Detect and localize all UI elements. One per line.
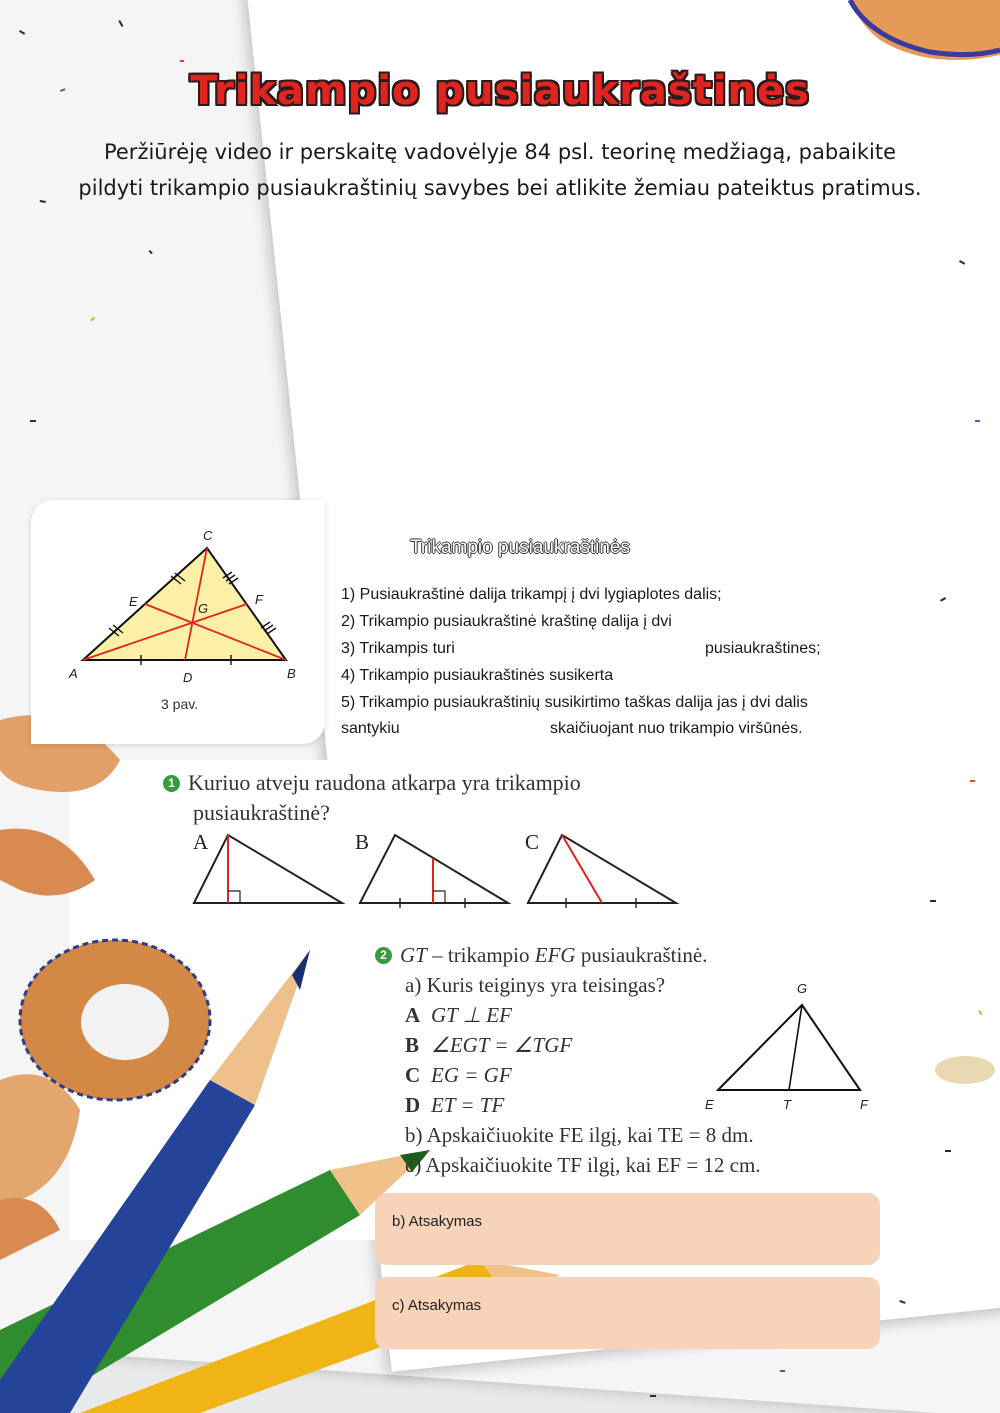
label-e2: E — [705, 1097, 714, 1112]
answer-c-box[interactable] — [375, 1277, 880, 1349]
exercise-2-option-a-letter: A — [405, 1003, 421, 1027]
exercise-2-option-b: ∠EGT = ∠TGF — [431, 1033, 573, 1057]
exercise-2-question-c: c) Apskaičiuokite TF ilgį, kai EF = 12 cm. — [405, 1153, 761, 1177]
pencil-shaving-round — [20, 940, 210, 1100]
exercise-2-number: 2 — [375, 947, 392, 964]
exercise-1-option-b-label: B — [355, 830, 370, 854]
label-b: B — [287, 666, 296, 681]
label-c: C — [203, 528, 213, 543]
exercise-1-line-1: Kuriuo atveju raudona atkarpa yra trikampio — [188, 770, 581, 795]
property-3-end: pusiaukraštines; — [705, 640, 821, 657]
exercise-2-option-c: EG = GF — [431, 1063, 512, 1087]
label-g2: G — [797, 981, 808, 996]
answer-b-box[interactable] — [375, 1193, 880, 1265]
exercise-2-triangle-name: EFG — [534, 943, 576, 967]
figure-caption: 3 pav. — [161, 696, 199, 712]
label-e: E — [129, 594, 138, 609]
property-5-start: santykiu — [341, 720, 400, 737]
exercise-2-option-d-letter: D — [405, 1093, 421, 1117]
exercise-1 — [163, 768, 663, 828]
pencil-shaving-top-right — [850, 0, 1000, 60]
properties-heading: Trikampio pusiaukraštinės — [410, 537, 630, 558]
answer-b-label: b) Atsakymas — [392, 1213, 483, 1230]
label-f: F — [255, 592, 263, 607]
exercise-2-text-1: – trikampio — [426, 943, 535, 967]
intro-text — [40, 134, 960, 206]
intro-line-1: Peržiūrėję video ir perskaitę vadovėlyje 84 psl. teorinę medžiagą, pabaikite — [103, 140, 897, 164]
label-d: D — [183, 670, 193, 685]
exercise-1-number: 1 — [163, 775, 180, 792]
exercise-2-triangle-figure — [700, 975, 880, 1115]
exercise-2-option-b-letter: B — [405, 1033, 420, 1057]
exercise-2-option-c-letter: C — [405, 1063, 421, 1087]
label-f2: F — [860, 1097, 868, 1112]
exercise-2-question-a: a) Kuris teiginys yra teisingas? — [405, 973, 666, 997]
property-1: 1) Pusiaukraštinė dalija trikampį į dvi lygiaplotes dalis; — [341, 586, 722, 603]
figure-card — [31, 500, 325, 744]
triangle-option-a — [194, 835, 342, 903]
label-t2: T — [783, 1097, 791, 1112]
triangle-option-c — [528, 835, 676, 908]
answer-c-label: c) Atsakymas — [392, 1297, 482, 1314]
property-2: 2) Trikampio pusiaukraštinė kraštinę dalija į dvi — [341, 613, 672, 630]
exercise-1-triangles — [190, 830, 690, 910]
exercise-1-option-a-label: A — [193, 830, 209, 854]
page-title: Trikampio pusiaukraštinės — [190, 68, 810, 114]
exercise-2-text-2: pusiaukraštinė. — [575, 943, 708, 967]
property-4: 4) Trikampio pusiaukraštinės susikerta — [341, 667, 614, 684]
exercise-2-segment: GT — [400, 943, 427, 967]
exercise-2-option-d: ET = TF — [431, 1093, 505, 1117]
label-g: G — [198, 601, 209, 616]
property-5-end: skaičiuojant nuo trikampio viršūnės. — [550, 720, 803, 737]
property-3-start: 3) Trikampis turi — [341, 640, 455, 657]
exercise-1-line-2: pusiaukraštinė? — [193, 800, 330, 825]
property-5: 5) Trikampio pusiaukraštinių susikirtimo taškas dalija jas į dvi dalis — [341, 694, 808, 711]
exercise-2-question-b: b) Apskaičiuokite FE ilgį, kai TE = 8 dm. — [405, 1123, 754, 1147]
exercise-1-option-c-label: C — [525, 830, 540, 854]
intro-line-2: pildyti trikampio pusiaukraštinių savybes bei atlikite žemiau pateiktus pratimus. — [78, 176, 922, 200]
triangle-option-b — [360, 835, 508, 908]
median-triangle-figure — [31, 500, 325, 744]
paper-curl — [935, 1056, 995, 1084]
label-a: A — [69, 666, 78, 681]
exercise-2-option-a: GT ⊥ EF — [431, 1003, 512, 1027]
